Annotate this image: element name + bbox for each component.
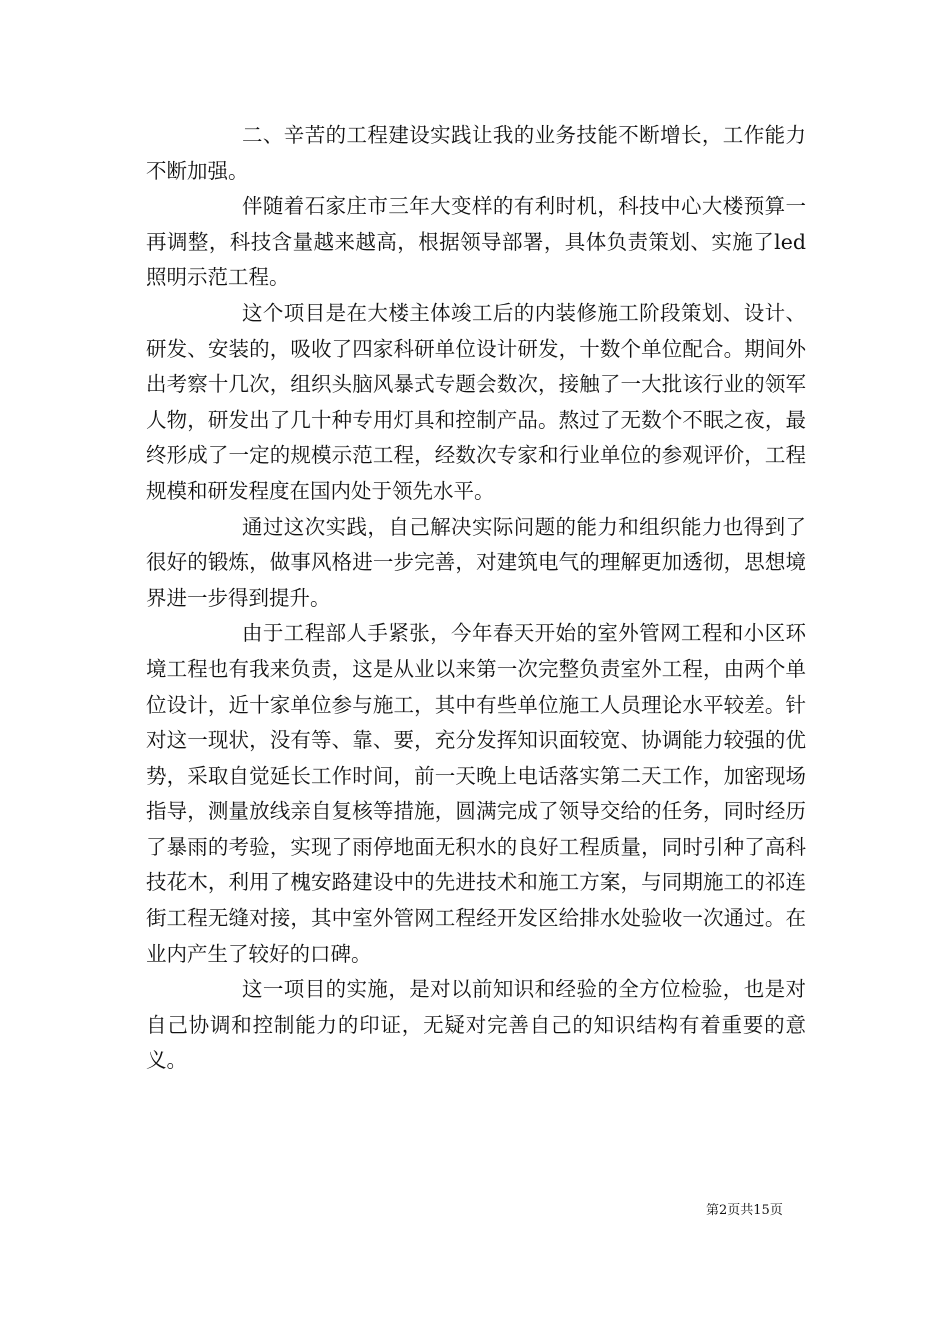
paragraph-6: 这一项目的实施，是对以前知识和经验的全方位检验，也是对自己协调和控制能力的印证，无疑对完善自己的知识结构有着重要的意义。 <box>146 977 806 1073</box>
paragraph-1: 二、辛苦的工程建设实践让我的业务技能不断增长，工作能力不断加强。 <box>146 123 806 183</box>
page-number-footer: 第2页共15页 <box>706 1203 783 1218</box>
paragraph-5: 由于工程部人手紧张，今年春天开始的室外管网工程和小区环境工程也有我来负责，这是从业以来第一次完整负责室外工程，由两个单位设计，近十家单位参与施工，其中有些单位施工人员理论水平较差。针对这一现状，没有等、靠、要，充分发挥知识面较宽、协调能力较强的优势，采取自觉延长工作时间，前一天晚上电话落实第二天工作，加密现场指导，测量放线亲自复核等措施，圆满完成了领导交给的任务，同时经历了暴雨的考验，实现了雨停地面无积水的良好工程质量，同时引种了高科技花木，利用了槐安路建设中的先进技术和施工方案，与同期施工的祁连街工程无缝对接，其中室外管网工程经开发区给排水处验收一次通过。在业内产生了较好的口碑。 <box>146 621 806 966</box>
paragraph-2: 伴随着石家庄市三年大变样的有利时机，科技中心大楼预算一再调整，科技含量越来越高，根据领导部署，具体负责策划、实施了led照明示范工程。 <box>146 194 806 290</box>
paragraph-4: 通过这次实践，自己解决实际问题的能力和组织能力也得到了很好的锻炼，做事风格进一步完善，对建筑电气的理解更加透彻，思想境界进一步得到提升。 <box>146 514 806 610</box>
paragraph-3: 这个项目是在大楼主体竣工后的内装修施工阶段策划、设计、研发、安装的，吸收了四家科研单位设计研发，十数个单位配合。期间外出考察十几次，组织头脑风暴式专题会数次，接触了一大批该行业的领军人物，研发出了几十种专用灯具和控制产品。熬过了无数个不眠之夜，最终形成了一定的规模示范工程，经数次专家和行业单位的参观评价，工程规模和研发程度在国内处于领先水平。 <box>146 300 806 503</box>
body-text <box>146 118 806 1079</box>
